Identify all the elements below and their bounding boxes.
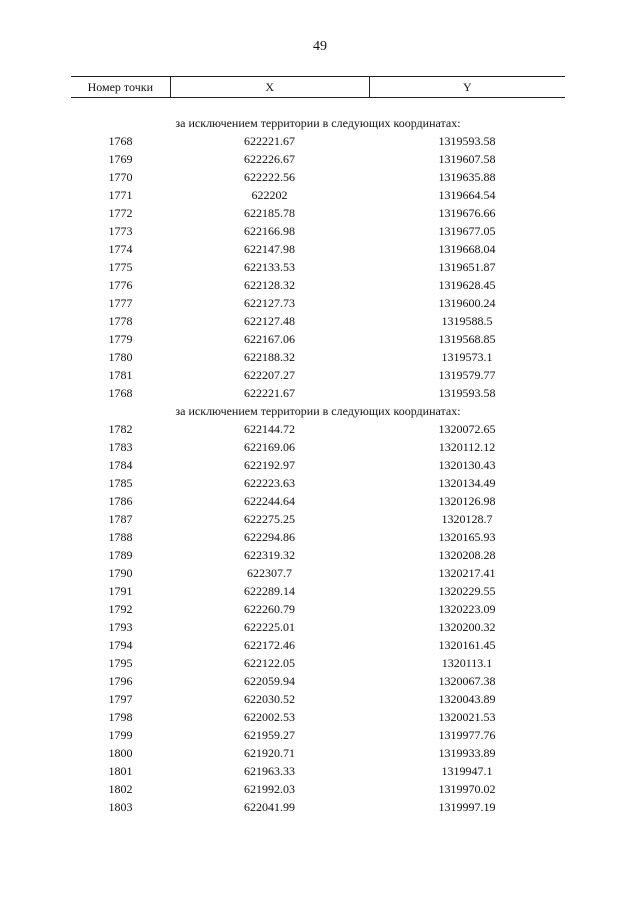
table-row <box>71 510 565 528</box>
table-row <box>71 708 565 726</box>
point-number-cell: 1773 <box>108 224 133 238</box>
y-coordinate-cell: 1320229.55 <box>438 584 496 598</box>
table-header <box>71 76 565 98</box>
table-body <box>71 114 565 816</box>
point-number-cell: 1774 <box>108 242 133 256</box>
table-row <box>71 600 565 618</box>
point-number-cell: 1803 <box>108 800 133 814</box>
point-number-cell: 1783 <box>108 440 133 454</box>
table-row <box>71 780 565 798</box>
x-coordinate-cell: 622275.25 <box>244 512 295 526</box>
y-coordinate-cell: 1320113.1 <box>441 656 493 670</box>
table-row <box>71 150 565 168</box>
table-row <box>71 762 565 780</box>
point-number-cell: 1785 <box>108 476 133 490</box>
point-number-cell: 1768 <box>108 134 133 148</box>
y-coordinate-cell: 1319607.58 <box>438 152 496 166</box>
table-row <box>71 420 565 438</box>
x-coordinate-cell: 622169.06 <box>244 440 295 454</box>
y-coordinate-cell: 1319933.89 <box>438 746 496 760</box>
y-coordinate-cell: 1319588.5 <box>441 314 493 328</box>
x-coordinate-cell: 622192.97 <box>244 458 295 472</box>
table-row <box>71 204 565 222</box>
table-row <box>71 690 565 708</box>
table-row <box>71 240 565 258</box>
x-coordinate-cell: 622041.99 <box>244 800 295 814</box>
y-coordinate-cell: 1319668.04 <box>438 242 496 256</box>
table-row <box>71 438 565 456</box>
y-coordinate-cell: 1319676.66 <box>438 206 496 220</box>
y-coordinate-cell: 1319997.19 <box>438 800 496 814</box>
y-coordinate-cell: 1319573.1 <box>441 350 493 364</box>
y-coordinate-cell: 1320223.09 <box>438 602 496 616</box>
table-row <box>71 132 565 150</box>
y-coordinate-cell: 1319651.87 <box>438 260 496 274</box>
table-row <box>71 186 565 204</box>
y-coordinate-cell: 1319579.77 <box>438 368 496 382</box>
y-coordinate-cell: 1319628.45 <box>438 278 496 292</box>
y-coordinate-cell: 1320126.98 <box>438 494 496 508</box>
x-coordinate-cell: 621920.71 <box>244 746 295 760</box>
table-row <box>71 582 565 600</box>
table-row <box>71 726 565 744</box>
point-number-cell: 1782 <box>108 422 133 436</box>
x-coordinate-cell: 622319.32 <box>244 548 295 562</box>
x-coordinate-cell: 621992.03 <box>244 782 295 796</box>
point-number-cell: 1790 <box>108 566 133 580</box>
y-coordinate-cell: 1320128.7 <box>441 512 493 526</box>
table-row <box>71 546 565 564</box>
header-y: Y <box>463 80 472 94</box>
point-number-cell: 1771 <box>108 188 133 202</box>
table-row <box>71 744 565 762</box>
point-number-cell: 1786 <box>108 494 133 508</box>
y-coordinate-cell: 1320043.89 <box>438 692 496 706</box>
y-coordinate-cell: 1320208.28 <box>438 548 496 562</box>
table-row <box>71 636 565 654</box>
y-coordinate-cell: 1320112.12 <box>438 440 496 454</box>
point-number-cell: 1791 <box>108 584 133 598</box>
point-number-cell: 1772 <box>108 206 133 220</box>
y-coordinate-cell: 1319947.1 <box>441 764 493 778</box>
x-coordinate-cell: 622188.32 <box>244 350 295 364</box>
table-row <box>71 348 565 366</box>
point-number-cell: 1770 <box>108 170 133 184</box>
point-number-cell: 1795 <box>108 656 133 670</box>
point-number-cell: 1775 <box>108 260 133 274</box>
x-coordinate-cell: 622223.63 <box>244 476 295 490</box>
x-coordinate-cell: 622133.53 <box>244 260 295 274</box>
coordinates-table <box>71 76 565 816</box>
header-point-number: Номер точки <box>71 77 171 97</box>
x-coordinate-cell: 622166.98 <box>244 224 295 238</box>
table-row <box>71 294 565 312</box>
table-row <box>71 366 565 384</box>
table-row <box>71 798 565 816</box>
x-coordinate-cell: 622128.32 <box>244 278 295 292</box>
x-coordinate-cell: 622221.67 <box>244 134 295 148</box>
x-coordinate-cell: 622147.98 <box>244 242 295 256</box>
point-number-cell: 1781 <box>108 368 133 382</box>
point-number-cell: 1799 <box>108 728 133 742</box>
table-row <box>71 654 565 672</box>
point-number-cell: 1801 <box>108 764 133 778</box>
y-coordinate-cell: 1319664.54 <box>438 188 496 202</box>
point-number-cell: 1792 <box>108 602 133 616</box>
x-coordinate-cell: 622122.05 <box>244 656 295 670</box>
point-number-cell: 1798 <box>108 710 133 724</box>
y-coordinate-cell: 1319970.02 <box>438 782 496 796</box>
table-row <box>71 528 565 546</box>
x-coordinate-cell: 622127.73 <box>244 296 295 310</box>
x-coordinate-cell: 622207.27 <box>244 368 295 382</box>
x-coordinate-cell: 622225.01 <box>244 620 295 634</box>
x-coordinate-cell: 622185.78 <box>244 206 295 220</box>
table-row <box>71 492 565 510</box>
point-number-cell: 1796 <box>108 674 133 688</box>
x-coordinate-cell: 622289.14 <box>244 584 295 598</box>
x-coordinate-cell: 622222.56 <box>244 170 295 184</box>
point-number-cell: 1802 <box>108 782 133 796</box>
table-row <box>71 456 565 474</box>
x-coordinate-cell: 622059.94 <box>244 674 295 688</box>
y-coordinate-cell: 1319593.58 <box>438 134 496 148</box>
y-coordinate-cell: 1320021.53 <box>438 710 496 724</box>
x-coordinate-cell: 622244.64 <box>244 494 295 508</box>
point-number-cell: 1789 <box>108 548 133 562</box>
x-coordinate-cell: 622127.48 <box>244 314 295 328</box>
point-number-cell: 1778 <box>108 314 133 328</box>
point-number-cell: 1769 <box>108 152 133 166</box>
point-number-cell: 1768 <box>108 386 133 400</box>
y-coordinate-cell: 1320161.45 <box>438 638 496 652</box>
point-number-cell: 1787 <box>108 512 133 526</box>
y-coordinate-cell: 1320200.32 <box>438 620 496 634</box>
x-coordinate-cell: 622307.7 <box>247 566 292 580</box>
x-coordinate-cell: 622294.86 <box>244 530 295 544</box>
x-coordinate-cell: 622030.52 <box>244 692 295 706</box>
x-coordinate-cell: 622167.06 <box>244 332 295 346</box>
point-number-cell: 1779 <box>108 332 133 346</box>
table-row <box>71 384 565 402</box>
y-coordinate-cell: 1320134.49 <box>438 476 496 490</box>
table-row <box>71 672 565 690</box>
table-row <box>71 312 565 330</box>
x-coordinate-cell: 621963.33 <box>244 764 295 778</box>
table-row <box>71 564 565 582</box>
table-row <box>71 258 565 276</box>
y-coordinate-cell: 1320130.43 <box>438 458 496 472</box>
x-coordinate-cell: 621959.27 <box>244 728 295 742</box>
x-coordinate-cell: 622221.67 <box>244 386 295 400</box>
table-row <box>71 474 565 492</box>
table-row <box>71 222 565 240</box>
y-coordinate-cell: 1320067.38 <box>438 674 496 688</box>
y-coordinate-cell: 1320217.41 <box>438 566 496 580</box>
y-coordinate-cell: 1319600.24 <box>438 296 496 310</box>
y-coordinate-cell: 1319568.85 <box>438 332 496 346</box>
x-coordinate-cell: 622260.79 <box>244 602 295 616</box>
header-x: X <box>171 77 370 97</box>
table-row <box>71 276 565 294</box>
x-coordinate-cell: 622144.72 <box>244 422 295 436</box>
page-number: 49 <box>313 39 327 54</box>
point-number-cell: 1776 <box>108 278 133 292</box>
y-coordinate-cell: 1319677.05 <box>438 224 496 238</box>
point-number-cell: 1788 <box>108 530 133 544</box>
x-coordinate-cell: 622202 <box>251 188 288 202</box>
point-number-cell: 1800 <box>108 746 133 760</box>
point-number-cell: 1794 <box>108 638 133 652</box>
point-number-cell: 1784 <box>108 458 133 472</box>
table-row <box>71 618 565 636</box>
table-row <box>71 168 565 186</box>
table-row <box>71 330 565 348</box>
section-caption: за исключением территории в следующих координатах: <box>175 116 461 130</box>
point-number-cell: 1780 <box>108 350 133 364</box>
y-coordinate-cell: 1319977.76 <box>438 728 496 742</box>
point-number-cell: 1797 <box>108 692 133 706</box>
y-coordinate-cell: 1320165.93 <box>438 530 496 544</box>
y-coordinate-cell: 1319593.58 <box>438 386 496 400</box>
y-coordinate-cell: 1320072.65 <box>438 422 496 436</box>
y-coordinate-cell: 1319635.88 <box>438 170 496 184</box>
x-coordinate-cell: 622172.46 <box>244 638 295 652</box>
x-coordinate-cell: 622002.53 <box>244 710 295 724</box>
point-number-cell: 1777 <box>108 296 133 310</box>
x-coordinate-cell: 622226.67 <box>244 152 295 166</box>
section-caption: за исключением территории в следующих координатах: <box>175 404 461 418</box>
point-number-cell: 1793 <box>108 620 133 634</box>
